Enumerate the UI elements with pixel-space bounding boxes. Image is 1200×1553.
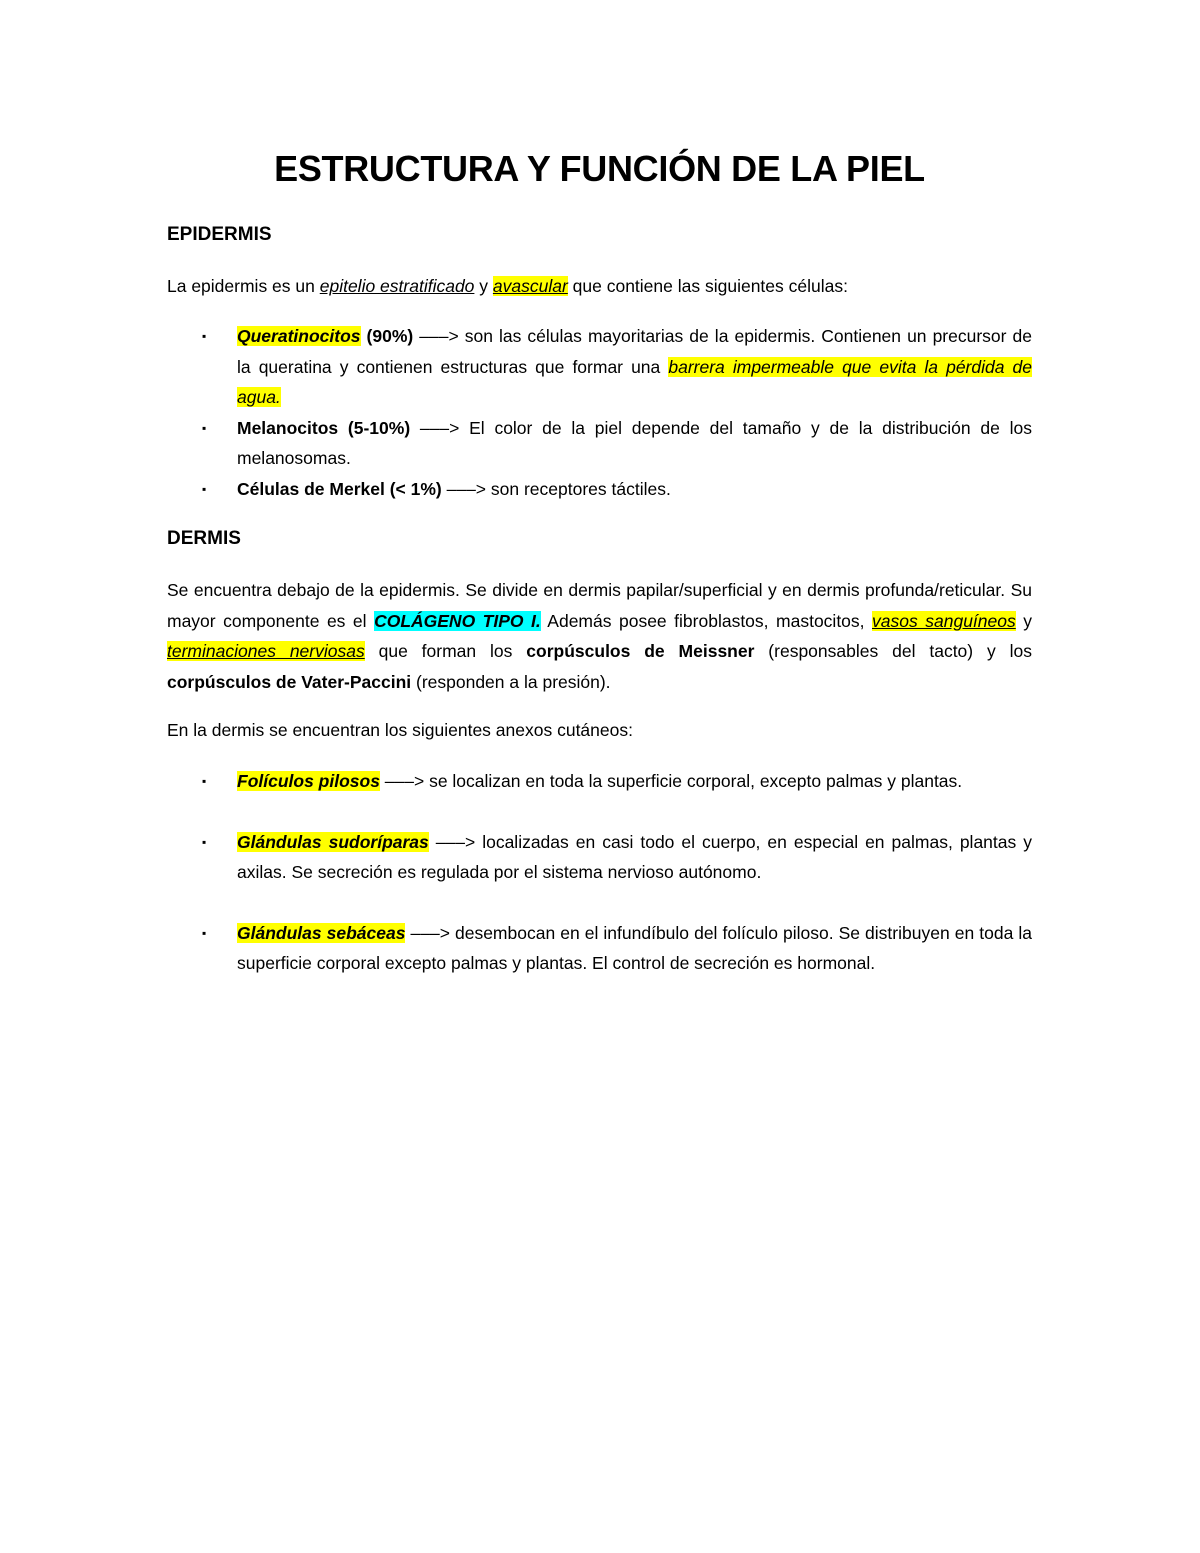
desc-merkel: –––> son receptores táctiles. (446, 478, 671, 499)
bullet-icon: ▪ (202, 481, 207, 496)
dermis-heading: DERMIS (167, 528, 241, 549)
term-sudoriparas: Glándulas sudoríparas (237, 831, 429, 852)
dermis-paragraph (167, 575, 1032, 697)
desc-sebaceas: –––> desembocan en el infundíbulo del folículo piloso. Se distribuyen en toda la superficie corporal excepto palmas y plantas. El control de secreción es hormonal. (237, 922, 1032, 973)
intro-term-epitelio: epitelio estratificado (319, 276, 475, 296)
percent-queratinocitos: (90%) (360, 326, 420, 346)
dermis-text-1: Se encuentra debajo de la epidermis. Se divide en dermis papilar/superficial y en dermis profunda/reticular. Su mayor componente es el (167, 580, 1032, 631)
term-meissner: corpúsculos de Meissner (526, 641, 755, 661)
bullet-icon: ▪ (202, 925, 207, 940)
anexos-list (167, 766, 1032, 979)
bullet-icon: ▪ (202, 420, 207, 435)
list-item-foliculos (167, 766, 1032, 797)
intro-text-1: La epidermis es un (167, 276, 320, 296)
term-colageno: COLÁGENO TIPO I. (374, 610, 541, 631)
desc-queratinocitos: –––> son las células mayoritarias de la epidermis. Contienen un precursor de la queratina y contienen estructuras que formar una (237, 326, 1033, 377)
anexos-intro: En la dermis se encuentran los siguientes anexos cutáneos: (167, 720, 633, 740)
term-melanocitos: Melanocitos (5-10%) (237, 417, 420, 438)
highlight-barrera: barrera impermeable que evita la pérdida de agua. (237, 356, 1033, 407)
term-sebaceas: Glándulas sebáceas (237, 922, 406, 943)
term-foliculos: Folículos pilosos (237, 771, 380, 791)
desc-sudoriparas: –––> localizadas en casi todo el cuerpo, en especial en palmas, plantas y axilas. Se secreción es regulada por el sistema nervioso autónomo. (237, 831, 1032, 882)
bullet-icon: ▪ (202, 774, 207, 788)
dermis-text-4: que forman los (364, 641, 527, 661)
list-item-merkel (167, 474, 1032, 505)
term-vater-paccini: corpúsculos de Vater-Paccini (167, 671, 412, 692)
dermis-text-2: Además posee fibroblastos, mastocitos, (540, 610, 873, 631)
epidermis-intro (167, 271, 1032, 302)
epidermis-cell-list (167, 321, 1032, 504)
term-merkel: Células de Merkel (< 1%) (237, 478, 447, 499)
bullet-icon: ▪ (202, 834, 207, 849)
epidermis-heading: EPIDERMIS (167, 224, 272, 245)
term-terminaciones: terminaciones nerviosas (167, 641, 365, 661)
document-title: ESTRUCTURA Y FUNCIÓN DE LA PIEL (274, 148, 925, 189)
intro-term-avascular: avascular (492, 276, 568, 296)
intro-text-3: que contiene las siguientes células: (567, 276, 848, 296)
list-item-queratinocitos (167, 321, 1032, 413)
list-item-sebaceas (167, 918, 1032, 979)
desc-foliculos: –––> se localizan en toda la superficie corporal, excepto palmas y plantas. (379, 771, 963, 791)
dermis-text-5: (responsables del tacto) y los (754, 641, 1032, 661)
dermis-text-3: y (1015, 610, 1033, 631)
dermis-text-6: (responden a la presión). (411, 671, 611, 692)
bullet-icon: ▪ (202, 329, 207, 343)
term-queratinocitos: Queratinocitos (237, 326, 361, 346)
intro-text-2: y (474, 276, 493, 296)
list-item-sudoriparas (167, 827, 1032, 888)
list-item-melanocitos (167, 413, 1032, 474)
term-vasos: vasos sanguíneos (872, 610, 1016, 631)
desc-melanocitos: –––> El color de la piel depende del tamaño y de la distribución de los melanosomas. (237, 417, 1032, 468)
